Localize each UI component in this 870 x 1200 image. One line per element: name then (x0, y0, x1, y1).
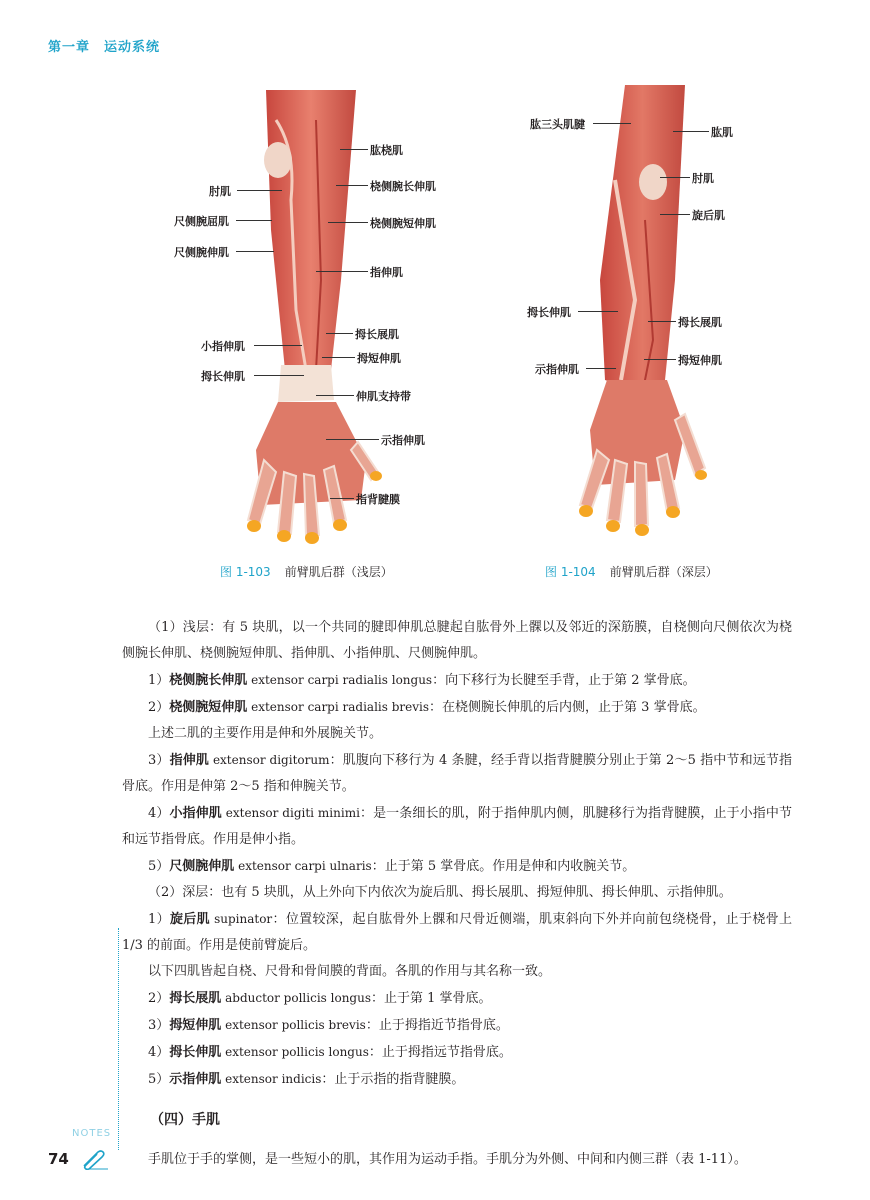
paragraph-hand: 手肌位于手的掌侧，是一些短小的肌，其作用为运动手指。手肌分为外侧、中间和内侧三群（表 1-11）。 (148, 1152, 747, 1167)
leader-line (586, 368, 616, 369)
item-latin: supinator (209, 912, 273, 926)
item-number: 1） (148, 673, 170, 688)
forearm-superficial-illustration (166, 80, 456, 550)
leader-line (316, 395, 354, 396)
label-dorsal-aponeurosis: 指背腱膜 (356, 493, 400, 506)
item-text: ：肌腹向下移行为 4 条腱，经手背以指背腱膜分别止于第 2～5 指中节和远节指骨底。作用是伸第 2～5 指和伸腕关节。 (122, 753, 792, 794)
label-ecrl: 桡侧腕长伸肌 (370, 180, 436, 193)
label-anconeus: 肘肌 (209, 185, 231, 198)
leader-line (660, 177, 690, 178)
leader-line (336, 185, 368, 186)
item-epl (122, 1039, 792, 1066)
leader-line (254, 345, 302, 346)
label-brachioradialis: 肱桡肌 (370, 144, 403, 157)
item-number: 1） (148, 912, 170, 927)
item-term: 拇长伸肌 (169, 1045, 222, 1060)
item-extensor-digitorum (122, 747, 792, 800)
item-latin: extensor pollicis longus (221, 1045, 369, 1059)
item-number: 3） (148, 1018, 170, 1033)
item-text: ：止于第 5 掌骨底。作用是伸和内收腕关节。 (371, 859, 636, 874)
notes-label: NOTES (72, 1128, 112, 1139)
paragraph-superficial: （1）浅层：有 5 块肌，以一个共同的腱即伸肌总腱起自肱骨外上髁以及邻近的深筋膜，自桡侧向尺侧依次为桡侧腕长伸肌、桡侧腕短伸肌、指伸肌、小指伸肌、尺侧腕伸肌。 (122, 620, 792, 661)
item-text: ：止于拇指近节指骨底。 (365, 1018, 509, 1033)
item-text: ：是一条细长的肌，附于指伸肌内侧，肌腱移行为指背腱膜，止于小指中节和远节指骨底。作用是伸小指。 (122, 806, 792, 847)
page-number: 74 (48, 1150, 69, 1168)
leader-line (236, 251, 274, 252)
figure-caption-103 (220, 563, 393, 580)
label-epl-deep: 拇长伸肌 (527, 306, 571, 319)
label-extensor-indicis: 示指伸肌 (381, 434, 425, 447)
label-ecrb: 桡侧腕短伸肌 (370, 217, 436, 230)
item-latin: extensor carpi ulnaris (234, 859, 372, 873)
item-supinator (122, 906, 792, 959)
item-ecrl (122, 667, 792, 694)
paragraph-summary: 上述二肌的主要作用是伸和外展腕关节。 (148, 726, 383, 741)
label-extensor-pollicis-longus: 拇长伸肌 (201, 370, 245, 383)
item-term: 尺侧腕伸肌 (169, 859, 235, 874)
label-extensor-digitorum: 指伸肌 (370, 266, 403, 279)
pencil-icon (80, 1150, 110, 1170)
leader-line (660, 214, 690, 215)
leader-line (254, 375, 304, 376)
leader-line (326, 439, 379, 440)
label-triceps-tendon: 肱三头肌腱 (530, 118, 585, 131)
label-apl-deep: 拇长展肌 (678, 316, 722, 329)
item-text: ：止于拇指远节指骨底。 (368, 1045, 512, 1060)
caption-title: 前臂肌后群（深层） (609, 565, 718, 579)
leader-line (330, 498, 354, 499)
body-text (122, 615, 792, 1173)
chapter-header: 第一章 运动系统 (48, 40, 161, 55)
figure-superficial-forearm (166, 80, 456, 550)
paragraph-deep: （2）深层：也有 5 块肌，从上外向下内依次为旋后肌、拇长展肌、拇短伸肌、拇长伸肌、示指伸肌。 (148, 885, 732, 900)
label-anconeus-deep: 肘肌 (692, 172, 714, 185)
item-text: ：位置较深，起自肱骨外上髁和尺骨近侧端，肌束斜向下外并向前包绕桡骨，止于桡骨上 1/3 的前面。作用是使前臂旋后。 (122, 912, 792, 953)
item-extensor-indicis (122, 1066, 792, 1093)
figure-caption-104 (545, 563, 718, 580)
label-flexor-carpi-ulnaris: 尺侧腕屈肌 (174, 215, 229, 228)
item-text: ：在桡侧腕长伸肌的后内侧，止于第 3 掌骨底。 (429, 700, 706, 715)
paragraph-deep-summary: 以下四肌皆起自桡、尺骨和骨间膜的背面。各肌的作用与其名称一致。 (148, 964, 552, 979)
item-term: 旋后肌 (169, 912, 210, 927)
item-number: 3） (148, 753, 170, 768)
label-apl: 拇长展肌 (355, 328, 399, 341)
item-number: 4） (148, 1045, 170, 1060)
leader-line (648, 321, 676, 322)
item-latin: abductor pollicis longus (221, 991, 371, 1005)
notes-margin-line (118, 928, 119, 1150)
item-latin: extensor digitorum (208, 753, 330, 767)
item-latin: extensor carpi radialis brevis (247, 700, 430, 714)
leader-line (328, 222, 368, 223)
item-term: 指伸肌 (169, 753, 209, 768)
leader-line (322, 357, 355, 358)
item-latin: extensor pollicis brevis (221, 1018, 366, 1032)
leader-line (593, 123, 631, 124)
item-latin: extensor digiti minimi (221, 806, 360, 820)
item-text: ：止于示指的指背腱膜。 (321, 1072, 465, 1087)
label-extensor-retinaculum: 伸肌支持带 (356, 390, 411, 403)
item-text: ：止于第 1 掌骨底。 (371, 991, 492, 1006)
leader-line (578, 311, 618, 312)
item-term: 拇长展肌 (169, 991, 222, 1006)
item-latin: extensor indicis (221, 1072, 322, 1086)
caption-title: 前臂肌后群（浅层） (284, 565, 393, 579)
leader-line (316, 271, 368, 272)
item-text: ：向下移行为长腱至手背，止于第 2 掌骨底。 (432, 673, 696, 688)
caption-number: 图 1-104 (545, 565, 596, 579)
section-heading-hand-muscles: （四）手肌 (150, 1112, 220, 1128)
item-number: 2） (148, 700, 170, 715)
item-epb (122, 1012, 792, 1039)
item-term: 示指伸肌 (169, 1072, 222, 1087)
leader-line (340, 149, 368, 150)
caption-number: 图 1-103 (220, 565, 271, 579)
label-extensor-carpi-ulnaris: 尺侧腕伸肌 (174, 246, 229, 259)
leader-line (673, 131, 709, 132)
item-extensor-digiti-minimi (122, 800, 792, 853)
label-supinator: 旋后肌 (692, 209, 725, 222)
item-term: 拇短伸肌 (169, 1018, 222, 1033)
label-brachialis: 肱肌 (711, 126, 733, 139)
item-term: 桡侧腕短伸肌 (169, 700, 248, 715)
item-term: 桡侧腕长伸肌 (169, 673, 248, 688)
item-apl (122, 985, 792, 1012)
item-number: 5） (148, 859, 170, 874)
item-ecrb (122, 694, 792, 721)
leader-line (644, 359, 676, 360)
item-latin: extensor carpi radialis longus (247, 673, 433, 687)
item-number: 2） (148, 991, 170, 1006)
label-epb-deep: 拇短伸肌 (678, 354, 722, 367)
label-extensor-indicis-deep: 示指伸肌 (535, 363, 579, 376)
label-extensor-digiti-minimi: 小指伸肌 (201, 340, 245, 353)
label-epb: 拇短伸肌 (357, 352, 401, 365)
item-number: 5） (148, 1072, 170, 1087)
leader-line (237, 190, 282, 191)
item-term: 小指伸肌 (169, 806, 222, 821)
leader-line (236, 220, 272, 221)
item-ecu (122, 853, 792, 880)
leader-line (326, 333, 353, 334)
item-number: 4） (148, 806, 170, 821)
